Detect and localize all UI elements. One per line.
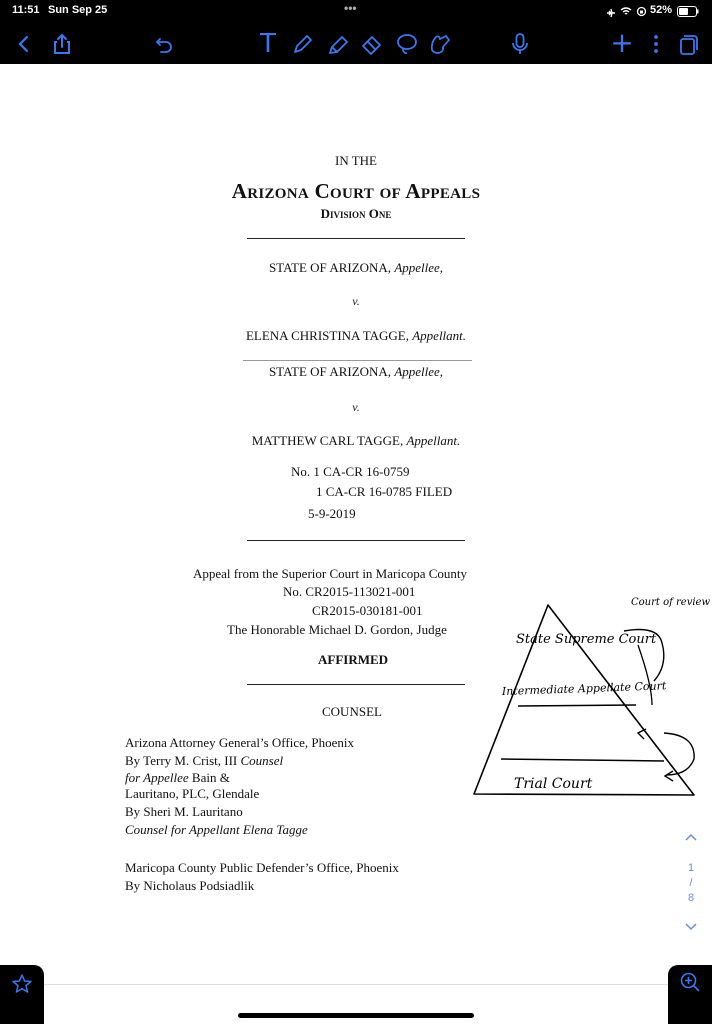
page-up-icon[interactable] — [682, 830, 700, 848]
page-total: 8 — [687, 892, 695, 904]
pyramid-tier-line — [518, 705, 636, 706]
pyramid-tier-line — [501, 759, 664, 761]
side-note-review: Court of review — [631, 597, 711, 608]
share-icon[interactable] — [48, 30, 76, 58]
versus: v. — [352, 400, 360, 414]
party-line: ELENA CHRISTINA TAGGE, Appellant. — [245, 328, 467, 343]
party-line: STATE OF ARIZONA, Appellee, — [268, 260, 444, 275]
orientation-lock-icon — [636, 4, 647, 22]
text-tool-icon[interactable]: T — [260, 29, 276, 59]
more-icon[interactable] — [642, 30, 670, 58]
top-toolbar — [0, 0, 712, 64]
status-date: Sun Sep 25 — [48, 4, 108, 16]
counsel-line: By Nicholaus Podsiadlik — [125, 878, 255, 893]
counsel-line: Lauritano, PLC, Glendale — [125, 786, 260, 801]
favorite-star-icon[interactable] — [11, 973, 33, 1000]
filed-date: 5-9-2019 — [308, 506, 356, 521]
bottom-left-panel — [0, 965, 44, 1024]
divider — [247, 684, 465, 685]
page-down-icon[interactable] — [682, 920, 700, 938]
versus: v. — [352, 294, 360, 308]
court-division: Division One — [320, 206, 392, 221]
counsel-line: for Appellee Bain & — [125, 770, 230, 785]
party-line: MATTHEW CARL TAGGE, Appellant. — [251, 433, 461, 448]
status-time: 11:51 — [12, 4, 40, 16]
back-icon[interactable] — [10, 30, 38, 58]
battery-percent: 52% — [650, 4, 673, 16]
multitask-dots[interactable]: ••• — [344, 1, 357, 15]
battery-icon — [677, 4, 699, 22]
document-page[interactable] — [0, 64, 712, 1004]
counsel-line: By Sheri M. Lauritano — [125, 804, 243, 819]
arrow-line — [664, 733, 694, 775]
judge-line: The Honorable Michael D. Gordon, Judge — [227, 622, 447, 637]
zoom-icon[interactable] — [679, 971, 701, 998]
counsel-line: Arizona Attorney General’s Office, Phoenix — [125, 735, 354, 750]
airplane-icon — [606, 5, 616, 23]
microphone-icon[interactable] — [506, 30, 534, 58]
pages-icon[interactable] — [674, 30, 702, 58]
arrow-line — [638, 645, 652, 705]
pen-icon[interactable] — [288, 30, 316, 58]
counsel-line: By Terry M. Crist, III Counsel — [125, 753, 284, 768]
case-number: No. 1 CA-CR 16-0759 — [291, 464, 410, 479]
shapes-icon[interactable] — [426, 30, 454, 58]
home-indicator[interactable] — [238, 1013, 474, 1018]
court-name: Arizona Court of Appeals — [231, 179, 481, 203]
lower-case-number: No. CR2015-113021-001 — [283, 584, 416, 599]
page-current: 1 — [687, 862, 695, 874]
counsel-heading: COUNSEL — [322, 704, 382, 719]
bottom-right-panel — [668, 965, 712, 1024]
highlighter-icon[interactable] — [324, 30, 352, 58]
bottom-divider — [44, 984, 668, 985]
appeal-origin: Appeal from the Superior Court in Maricopa County — [193, 566, 468, 581]
disposition: AFFIRMED — [318, 652, 389, 667]
add-icon[interactable]: + — [610, 26, 634, 59]
page-separator: / — [689, 877, 693, 889]
lasso-icon[interactable] — [393, 30, 421, 58]
divider — [243, 360, 472, 361]
counsel-line: Counsel for Appellant Elena Tagge — [125, 822, 308, 837]
court-intro: IN THE — [334, 153, 377, 168]
divider — [247, 540, 465, 541]
divider — [247, 238, 465, 239]
tier-label-appellate: Intermediate Appellate Court — [501, 679, 667, 698]
counsel-line: Maricopa County Public Defender’s Office, Phoenix — [125, 860, 399, 875]
court-pyramid-drawing[interactable] — [468, 585, 712, 800]
case-number: 1 CA-CR 16-0785 FILED — [316, 484, 453, 499]
tier-label-supreme: State Supreme Court — [516, 632, 657, 647]
tier-label-trial: Trial Court — [514, 776, 593, 792]
wifi-icon — [620, 4, 632, 22]
arrow-head — [665, 771, 673, 781]
eraser-icon[interactable] — [358, 30, 386, 58]
lower-case-number: CR2015-030181-001 — [312, 603, 423, 618]
party-line: STATE OF ARIZONA, Appellee, — [268, 364, 444, 379]
undo-icon[interactable] — [150, 30, 178, 58]
